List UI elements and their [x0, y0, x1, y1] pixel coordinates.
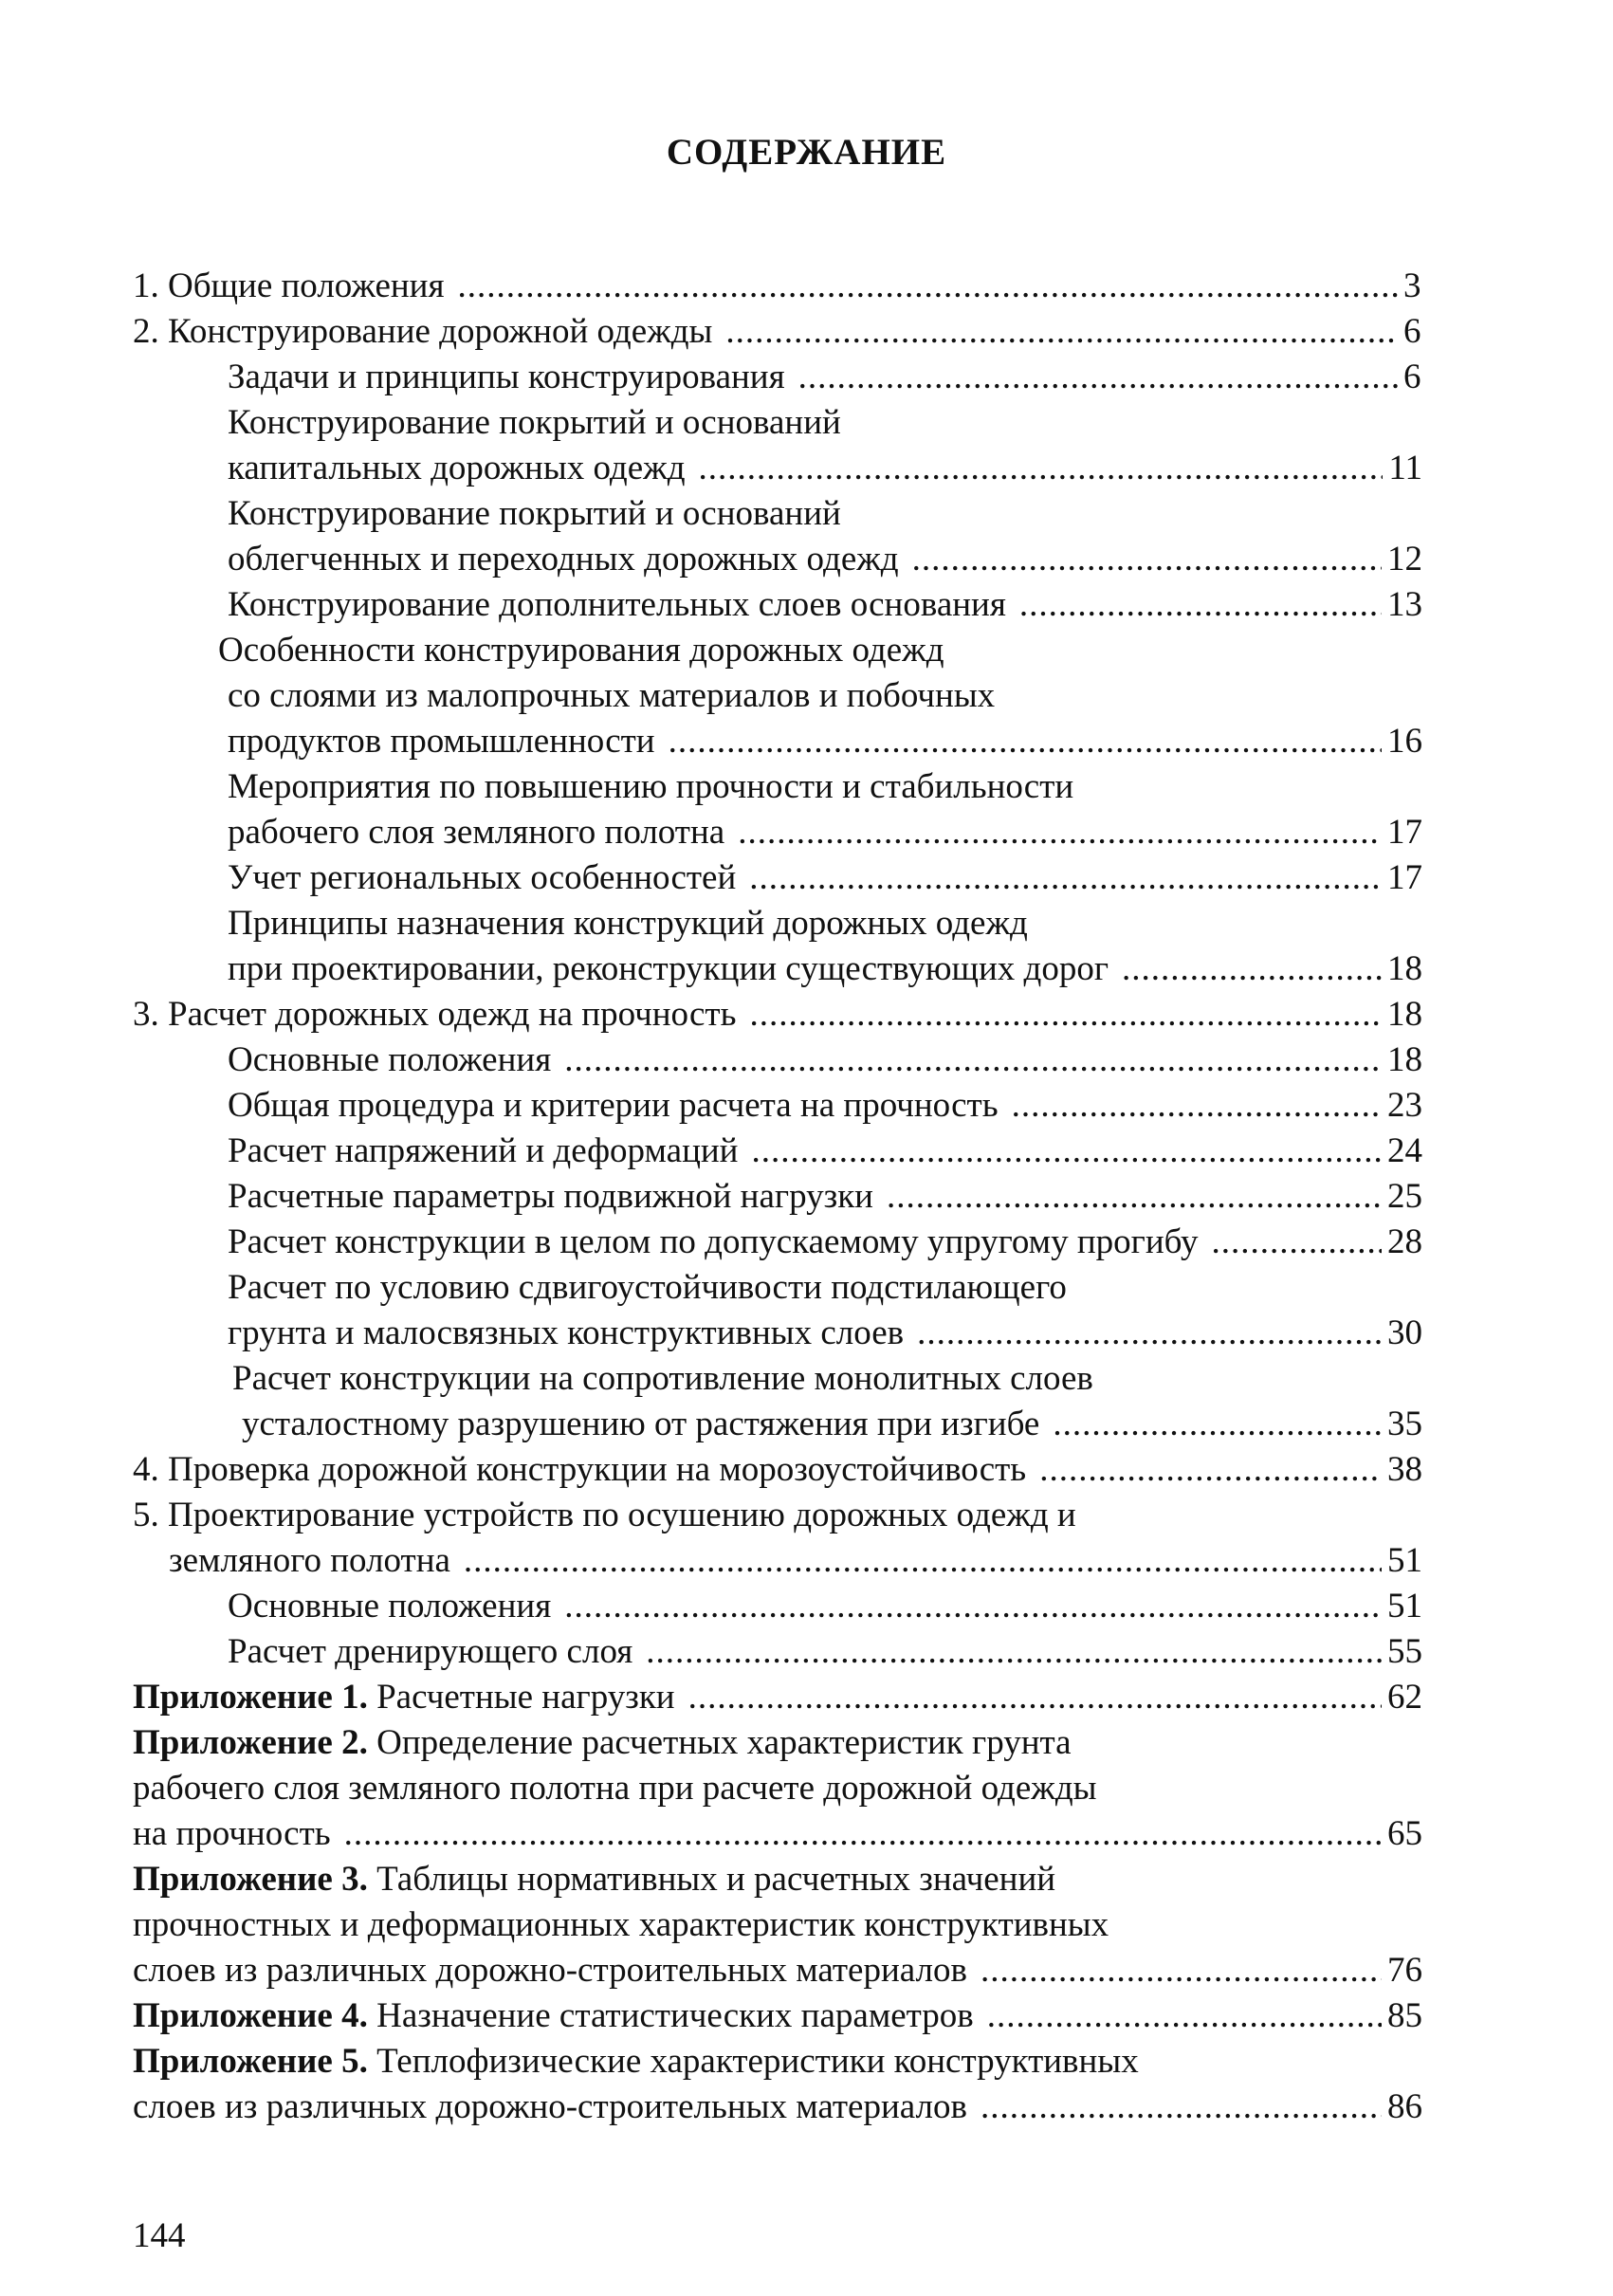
- toc-page-number: 18: [1387, 949, 1422, 988]
- toc-line: [228, 1083, 1422, 1129]
- toc-entry-title: Таблицы нормативных и расчетных значений: [367, 1860, 1056, 1899]
- toc-line: [228, 810, 1422, 855]
- toc-line: [133, 992, 1422, 1038]
- toc-entry-text: [242, 1402, 1039, 1447]
- toc-line: [218, 628, 944, 673]
- toc-entry-text: [133, 2085, 967, 2130]
- toc-line: [228, 1038, 1422, 1083]
- toc-entry-title: рабочего слоя земляного полотна: [228, 813, 725, 852]
- toc-page-number: 86: [1387, 2087, 1422, 2126]
- toc-line: [228, 764, 1073, 810]
- toc-entry-text: [133, 1811, 331, 1857]
- toc-entry-title: облегченных и переходных дорожных одежд: [228, 540, 899, 579]
- toc-line: [228, 355, 1422, 400]
- dot-leader: [344, 1811, 1382, 1857]
- toc-entry-title: усталостному разрушению от растяжения при изгибе: [242, 1405, 1040, 1443]
- toc-title: СОДЕРЖАНИЕ: [666, 132, 947, 173]
- dot-leader: [564, 1584, 1382, 1629]
- appendix-label: Приложение 4.: [133, 1996, 368, 2035]
- toc-entry-text: [228, 582, 1006, 628]
- toc-entry-title: Расчет конструкции на сопротивление монолитных слоев: [232, 1359, 1093, 1398]
- toc-entry-text: [228, 355, 785, 400]
- toc-entry-text: [228, 1584, 551, 1629]
- dot-leader: [1012, 1083, 1382, 1129]
- toc-entry-text: [228, 1268, 1067, 1307]
- toc-page-number: 18: [1387, 1040, 1422, 1079]
- appendix-label: Приложение 3.: [133, 1860, 368, 1899]
- toc-entry-title: слоев из различных дорожно-строительных материалов: [133, 1951, 967, 1990]
- toc-entry-text: [228, 810, 724, 855]
- toc-entry-text: [228, 1311, 904, 1356]
- toc-entry-text: [133, 1496, 1076, 1534]
- toc-line: [228, 673, 995, 719]
- toc-page-number: 35: [1387, 1405, 1422, 1443]
- toc-entry-text: [228, 537, 899, 582]
- toc-page-number: 62: [1387, 1678, 1422, 1717]
- toc-line: [228, 855, 1422, 901]
- toc-line: [228, 491, 841, 537]
- toc-entry-title: Расчет напряжений и деформаций: [228, 1131, 739, 1170]
- toc-entry-title: Расчет по условию сдвигоустойчивости подстилающего: [228, 1268, 1067, 1307]
- toc-entry-text: [133, 1675, 675, 1720]
- toc-entry-title: Конструирование покрытий и оснований: [228, 403, 841, 442]
- toc-page-number: 23: [1387, 1086, 1422, 1125]
- toc-entry-title: 2. Конструирование дорожной одежды: [133, 312, 713, 351]
- dot-leader: [1019, 582, 1382, 628]
- toc-entry-title: грунта и малосвязных конструктивных слоев: [228, 1313, 905, 1352]
- toc-entry-text: [228, 1129, 739, 1174]
- toc-line: [228, 901, 1028, 946]
- toc-entry-title: Основные положения: [228, 1587, 552, 1626]
- toc-entry-title: Расчет конструкции в целом по допускаемому упругому прогибу: [228, 1222, 1199, 1261]
- toc-page-number: 12: [1387, 540, 1422, 579]
- dot-leader: [699, 446, 1384, 491]
- toc-entry-title: Общая процедура и критерии расчета на прочность: [228, 1086, 999, 1125]
- toc-entry-text: [133, 1723, 1072, 1762]
- toc-entry-text: [133, 1860, 1055, 1899]
- toc-entry-title: Мероприятия по повышению прочности и стабильности: [228, 767, 1074, 806]
- dot-leader: [738, 810, 1382, 855]
- toc-entry-title: Теплофизические характеристики конструктивных: [367, 2042, 1139, 2081]
- dot-leader: [457, 264, 1398, 309]
- toc-line: [133, 1766, 1097, 1811]
- toc-line: [133, 1948, 1422, 1993]
- toc-line: [242, 1402, 1422, 1447]
- toc-entry-text: [228, 719, 655, 764]
- toc-entry-text: [133, 1905, 1109, 1944]
- toc-line: [228, 1220, 1422, 1265]
- toc-line: [133, 1720, 1072, 1766]
- toc-line: [133, 1811, 1422, 1857]
- dot-leader: [1212, 1220, 1382, 1265]
- dot-leader: [688, 1675, 1382, 1720]
- toc-entry-text: [133, 1993, 974, 2039]
- toc-line: [228, 1584, 1422, 1629]
- toc-entry-title: Основные положения: [228, 1040, 552, 1079]
- dot-leader: [564, 1038, 1382, 1083]
- toc-entry-text: [133, 992, 736, 1038]
- toc-entry-text: [133, 1948, 967, 1993]
- dot-leader: [981, 2085, 1382, 2130]
- toc-entry-title: 3. Расчет дорожных одежд на прочность: [133, 995, 737, 1034]
- toc-line: [228, 1129, 1422, 1174]
- toc-entry-title: Конструирование дополнительных слоев основания: [228, 585, 1006, 624]
- toc-page-number: 18: [1387, 995, 1422, 1034]
- toc-entry-title: Принципы назначения конструкций дорожных одежд: [228, 904, 1028, 943]
- toc-page-number: 28: [1387, 1222, 1422, 1261]
- toc-page-number: 17: [1387, 858, 1422, 897]
- toc-entry-text: [133, 1769, 1097, 1808]
- toc-line: [133, 1493, 1076, 1538]
- toc-line: [228, 537, 1422, 582]
- page-number: 144: [133, 2216, 186, 2255]
- dot-leader: [752, 1129, 1383, 1174]
- toc-entry-text: [228, 904, 1028, 943]
- dot-leader: [917, 1311, 1382, 1356]
- toc-entry-text: [133, 309, 712, 355]
- appendix-label: Приложение 2.: [133, 1723, 368, 1762]
- toc-entry-text: [228, 676, 995, 715]
- dot-leader: [798, 355, 1398, 400]
- dot-leader: [1122, 946, 1382, 992]
- toc-line: [228, 446, 1422, 491]
- toc-entry-title: 1. Общие положения: [133, 266, 445, 305]
- toc-entry-text: [228, 403, 841, 442]
- toc-page-number: 85: [1387, 1996, 1422, 2035]
- toc-line: [228, 1265, 1067, 1311]
- toc-page-number: 76: [1387, 1951, 1422, 1990]
- toc-page-number: 25: [1387, 1177, 1422, 1216]
- toc-entry-title: Расчетные параметры подвижной нагрузки: [228, 1177, 873, 1216]
- dot-leader: [749, 992, 1382, 1038]
- toc-line: [228, 1629, 1422, 1675]
- toc-page-number: 6: [1403, 312, 1421, 351]
- toc-entry-title: 4. Проверка дорожной конструкции на морозоустойчивость: [133, 1450, 1027, 1489]
- dot-leader: [669, 719, 1382, 764]
- dot-leader: [981, 1948, 1382, 1993]
- toc-line: [133, 2085, 1422, 2130]
- toc-line: [133, 1902, 1109, 1948]
- toc-entry-title: прочностных и деформационных характеристик конструктивных: [133, 1905, 1109, 1944]
- toc-page-number: 30: [1387, 1313, 1422, 1352]
- toc-line: [228, 582, 1422, 628]
- toc-entry-text: [228, 494, 841, 533]
- toc-line: [133, 264, 1422, 309]
- toc-entry-text: [228, 1083, 999, 1129]
- toc-page-number: 51: [1387, 1587, 1422, 1626]
- toc-entry-text: [228, 446, 686, 491]
- toc-page-number: 55: [1387, 1632, 1422, 1671]
- toc-page-number: 3: [1403, 266, 1421, 305]
- toc-entry-title: Назначение статистических параметров: [367, 1996, 974, 2035]
- toc-line: [228, 1174, 1422, 1220]
- toc-entry-title: земляного полотна: [169, 1541, 450, 1580]
- toc-line: [228, 1311, 1422, 1356]
- toc-line: [232, 1356, 1093, 1402]
- toc-entry-text: [228, 1174, 873, 1220]
- toc-entry-text: [232, 1359, 1093, 1398]
- toc-line: [133, 1993, 1422, 2039]
- toc-entry-title: рабочего слоя земляного полотна при расчете дорожной одежды: [133, 1769, 1097, 1808]
- toc-line: [133, 1447, 1422, 1493]
- dot-leader: [912, 537, 1382, 582]
- toc-line: [133, 309, 1422, 355]
- toc-entry-title: слоев из различных дорожно-строительных материалов: [133, 2087, 967, 2126]
- dot-leader: [1053, 1402, 1382, 1447]
- dot-leader: [1039, 1447, 1382, 1493]
- toc-line: [133, 1857, 1055, 1902]
- toc-line: [228, 946, 1422, 992]
- toc-entry-text: [169, 1538, 450, 1584]
- toc-entry-title: Учет региональных особенностей: [228, 858, 737, 897]
- toc-entry-title: Расчетные нагрузки: [367, 1678, 675, 1717]
- toc-line: [228, 400, 841, 446]
- toc-entry-title: со слоями из малопрочных материалов и побочных: [228, 676, 996, 715]
- toc-entry-text: [228, 946, 1109, 992]
- appendix-label: Приложение 5.: [133, 2042, 368, 2081]
- toc-page-number: 38: [1387, 1450, 1422, 1489]
- dot-leader: [987, 1993, 1382, 2039]
- dot-leader: [464, 1538, 1382, 1584]
- toc-entry-text: [133, 2042, 1139, 2081]
- toc-entry-title: Конструирование покрытий и оснований: [228, 494, 841, 533]
- toc-entry-title: на прочность: [133, 1814, 331, 1853]
- toc-entry-text: [228, 767, 1073, 806]
- toc-line: [228, 719, 1422, 764]
- toc-entry-text: [218, 631, 944, 670]
- toc-entry-title: Расчет дренирующего слоя: [228, 1632, 633, 1671]
- toc-entry-text: [133, 1447, 1026, 1493]
- dot-leader: [646, 1629, 1382, 1675]
- toc-entry-title: Задачи и принципы конструирования: [228, 358, 785, 396]
- toc-page-number: 65: [1387, 1814, 1422, 1853]
- toc-page-number: 17: [1387, 813, 1422, 852]
- dot-leader: [749, 855, 1382, 901]
- toc-entry-title: 5. Проектирование устройств по осушению дорожных одежд и: [133, 1496, 1076, 1534]
- toc-page-number: 16: [1387, 722, 1422, 761]
- toc-entry-text: [228, 1629, 632, 1675]
- toc-page-number: 51: [1387, 1541, 1422, 1580]
- toc-page-number: 11: [1388, 449, 1422, 487]
- toc-page-number: 24: [1387, 1131, 1422, 1170]
- appendix-label: Приложение 1.: [133, 1678, 368, 1717]
- toc-entry-text: [228, 1220, 1199, 1265]
- toc-page-number: 6: [1403, 358, 1421, 396]
- toc-entry-title: продуктов промышленности: [228, 722, 655, 761]
- dot-leader: [725, 309, 1398, 355]
- toc-line: [133, 1675, 1422, 1720]
- toc-entry-text: [228, 855, 736, 901]
- toc-entry-title: Определение расчетных характеристик грунта: [367, 1723, 1072, 1762]
- toc-entry-title: Особенности конструирования дорожных одежд: [218, 631, 944, 670]
- toc-line: [133, 2039, 1139, 2085]
- toc-line: [169, 1538, 1422, 1584]
- toc-entry-title: при проектировании, реконструкции существующих дорог: [228, 949, 1109, 988]
- toc-entry-text: [228, 1038, 551, 1083]
- toc-entry-title: капитальных дорожных одежд: [228, 449, 686, 487]
- toc-entry-text: [133, 264, 444, 309]
- toc-page-number: 13: [1387, 585, 1422, 624]
- dot-leader: [887, 1174, 1382, 1220]
